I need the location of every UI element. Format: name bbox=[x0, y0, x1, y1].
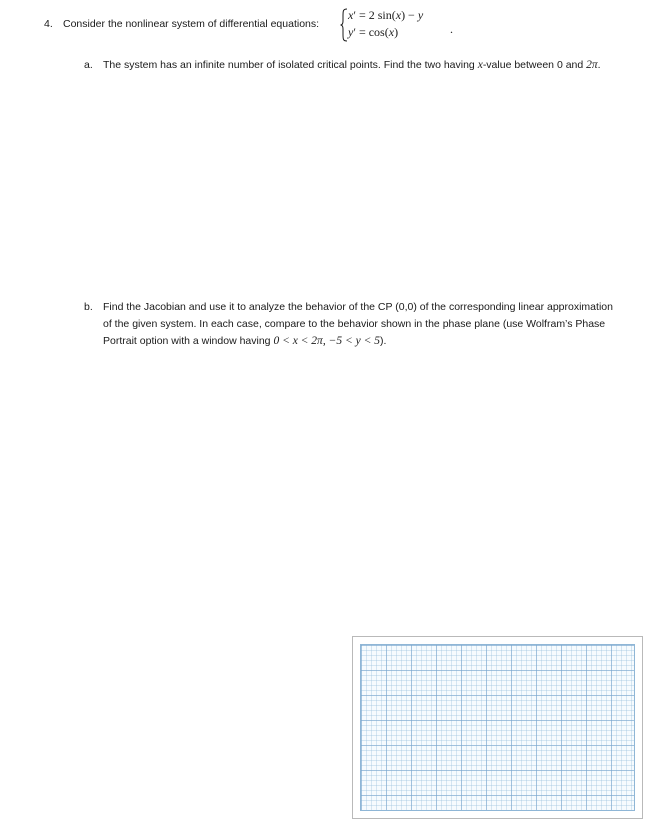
system-brace bbox=[340, 8, 348, 42]
part-b-label: b. bbox=[84, 301, 93, 313]
graph-grid bbox=[360, 644, 635, 811]
question-intro: Consider the nonlinear system of differential equations: bbox=[63, 18, 320, 30]
equation-period: . bbox=[450, 22, 453, 36]
part-a-label: a. bbox=[84, 59, 93, 71]
part-b-text: Find the Jacobian and use it to analyze the behavior of the CP (0,0) of the corresponding linear approximation of the given system. In each case, compare to the behavior shown in the phase plane (use Wolfram’s Phase Portrait option with a window having 0 < x < 2π, −5 < y < 5). bbox=[103, 301, 613, 347]
part-a-text: The system has an infinite number of isolated critical points. Find the two having x-value between 0 and 2π. bbox=[103, 59, 601, 71]
equation-y-prime: y′ = cos(x) bbox=[348, 25, 399, 39]
question-number: 4. bbox=[44, 18, 53, 30]
window-inequality: 0 < x < 2π, −5 < y < 5 bbox=[273, 335, 380, 347]
equation-x-prime: x′ = 2 sin(x) − y bbox=[348, 8, 424, 22]
graph-paper bbox=[352, 636, 643, 819]
